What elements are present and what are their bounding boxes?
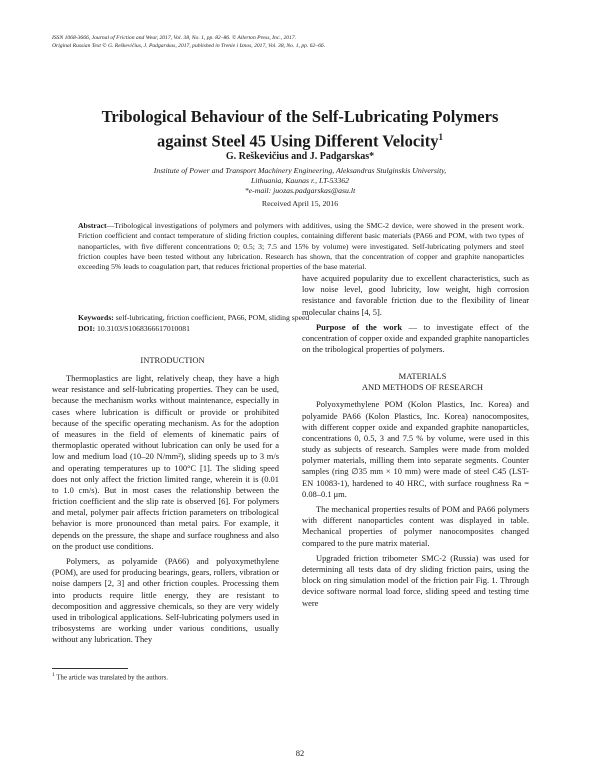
footnote — [52, 671, 282, 682]
footnote-rule — [52, 668, 128, 669]
right-column — [302, 273, 529, 609]
intro-paragraph-3: have acquired popularity due to excellent characteristics, such as low noise level, good lubricity, low weight, high corrosion resistance and favorable friction due to the flexibility of linear molecular chains [4, 5]. — [302, 273, 529, 317]
abstract-text: —Tribological investigations of polymers and polymers with additives, using the SMC-2 device, were showed in the present work. Friction coefficient and contact temperature of sliding friction couples, containing different basic materials (PA66 and POM, with two types of nanoparticles, with five different concentrations 0; 0.5; 3; 7.5 and 15% by volume) were investigated. Self-lubricating polymers and steel friction couples have been tested without any lubrication. Research has shown, that the concentration of copper and graphite nanoparticles exceeding 5% leads to coagulation part, that reduces frictional properties of the base material. — [78, 221, 524, 272]
methods-paragraph-2: The mechanical properties results of POM and PA66 polymers with different nanoparticles content was displayed in table. Mechanical properties of polymer nanocomposites changed compared to the pure matrix material. — [302, 504, 529, 548]
title-line-1: Tribological Behaviour of the Self-Lubricating Polymers — [101, 107, 499, 126]
methods-heading-line-2: AND METHODS OF RESEARCH — [361, 382, 484, 393]
footnote-mark: 1 — [52, 672, 55, 678]
intro-paragraph-1: Thermoplastics are light, relatively cheap, they have a high wear resistance and self-lubricating properties. They can be used, because the mechanism works without maintenance, especially in cases where lubrication is difficult or provide or prohibited because of the specific operating mechanism. As for the adoption of measures in the field of elements of kinematic pairs of thermoplastic operated without lubrication can only be used for a low and medium load (10–20 N/mm²), sliding speeds up to 3 m/s and operating temperatures up to 100°C [1]. The sliding speed does not only affect the friction limited range, wherein it is (0.01 to 1.0 cm/s). But in most cases the relationship between the friction coefficient and the slip rate is observed [6]. For polymers and metal, polymer pair affects friction parameters on tribological behavior is more pronounced than metal pairs. For example, it depends on the pressure, the shape and surface roughness and also on the product use conditions. — [52, 373, 279, 551]
intro-paragraph-2: Polymers, as polyamide (PA66) and polyoxymethylene (POM), are used for producing bearings, gears, rollers, vibration or noise dampers [2, 3] and other friction couples. Processing them into products require little energy, they are resistant to decomposition and aggressive chemicals, so they are very widely used in tribological applications. Self-lubricating polymers used in tribosystems are working under various conditions, usually without any lubrication. They — [52, 556, 279, 645]
title-line-2-text: against Steel 45 Using Different Velocity — [156, 131, 439, 151]
affiliation-line-2: Lithuania, Kaunas r., LT-53362 — [250, 176, 350, 185]
keywords-label: Keywords: — [78, 313, 114, 322]
authors: G. Reškevičius and J. Padgarskas* — [225, 151, 375, 162]
purpose-paragraph — [302, 322, 529, 356]
affiliation-line-1: Institute of Power and Transport Machinery Engineering, Aleksandras Stulginskis University, — [153, 166, 447, 175]
title-line-2 — [52, 127, 548, 152]
title-footnote-mark: 1 — [438, 132, 444, 142]
methods-heading-line-1: MATERIALS — [398, 371, 447, 382]
running-header-line-2: Original Russian Text © G. Reškevičius, J. Padgarskas, 2017, published in Trenie i Iznos, 2017, Vol. 38, No. 1, pp. 62–66. — [52, 43, 326, 49]
page-number: 82 — [295, 748, 305, 758]
abstract — [78, 221, 524, 273]
running-header-line-1: ISSN 1068-3666, Journal of Friction and Wear, 2017, Vol. 38, No. 1, pp. 82–86. © Allerton Press, Inc., 2017. — [52, 35, 297, 41]
left-column — [52, 355, 279, 646]
footnote-text: The article was translated by the authors. — [56, 674, 168, 682]
doi-text: 10.3103/S1068366617010081 — [95, 324, 190, 333]
abstract-label: Abstract — [78, 221, 107, 230]
article-title — [52, 106, 548, 152]
methods-paragraph-3: Upgraded friction tribometer SMC-2 (Russia) was used for determining all tests data of dry sliding friction pairs, using the block on ring simulation model of the friction pair Fig. 1. Through device software normal load force, sliding speed and testing time were — [302, 552, 529, 608]
purpose-text: — to investigate effect of the concentration of copper oxide and expanded graphite nanoparticles on the tribological properties of polymers. — [302, 321, 529, 355]
keywords-text: self-lubricating, friction coefficient, PA66, POM, sliding speed — [113, 313, 310, 322]
methods-paragraph-1: Polyoxymethylene POM (Kolon Plastics, Inc. Korea) and polyamide PA66 (Kolon Plastics, Inc. Korea) nanocomposites, with different copper oxide and expanded graphite nanoparticles, concentrations 0, 0.5, 3 and 7.5 % by volume, were used in this study as subjects of research. Samples were made from molded polymer materials, milling them into separate segments. Counter samples (ring ∅35 mm × 10 mm) were made of steel C45 (LST-EN 10083-1), hardened to 40 HRC, with surface roughness Ra = 0.08–0.1 μm. — [302, 399, 529, 499]
author-email: *e-mail: juozas.padgarskas@asu.lt — [244, 186, 356, 195]
purpose-label: Purpose of the work — [316, 321, 403, 332]
doi-label: DOI: — [78, 324, 96, 333]
received-date: Received April 15, 2016 — [261, 199, 339, 208]
affiliation — [52, 166, 548, 196]
introduction-heading: INTRODUCTION — [140, 355, 205, 365]
running-header — [52, 34, 552, 50]
